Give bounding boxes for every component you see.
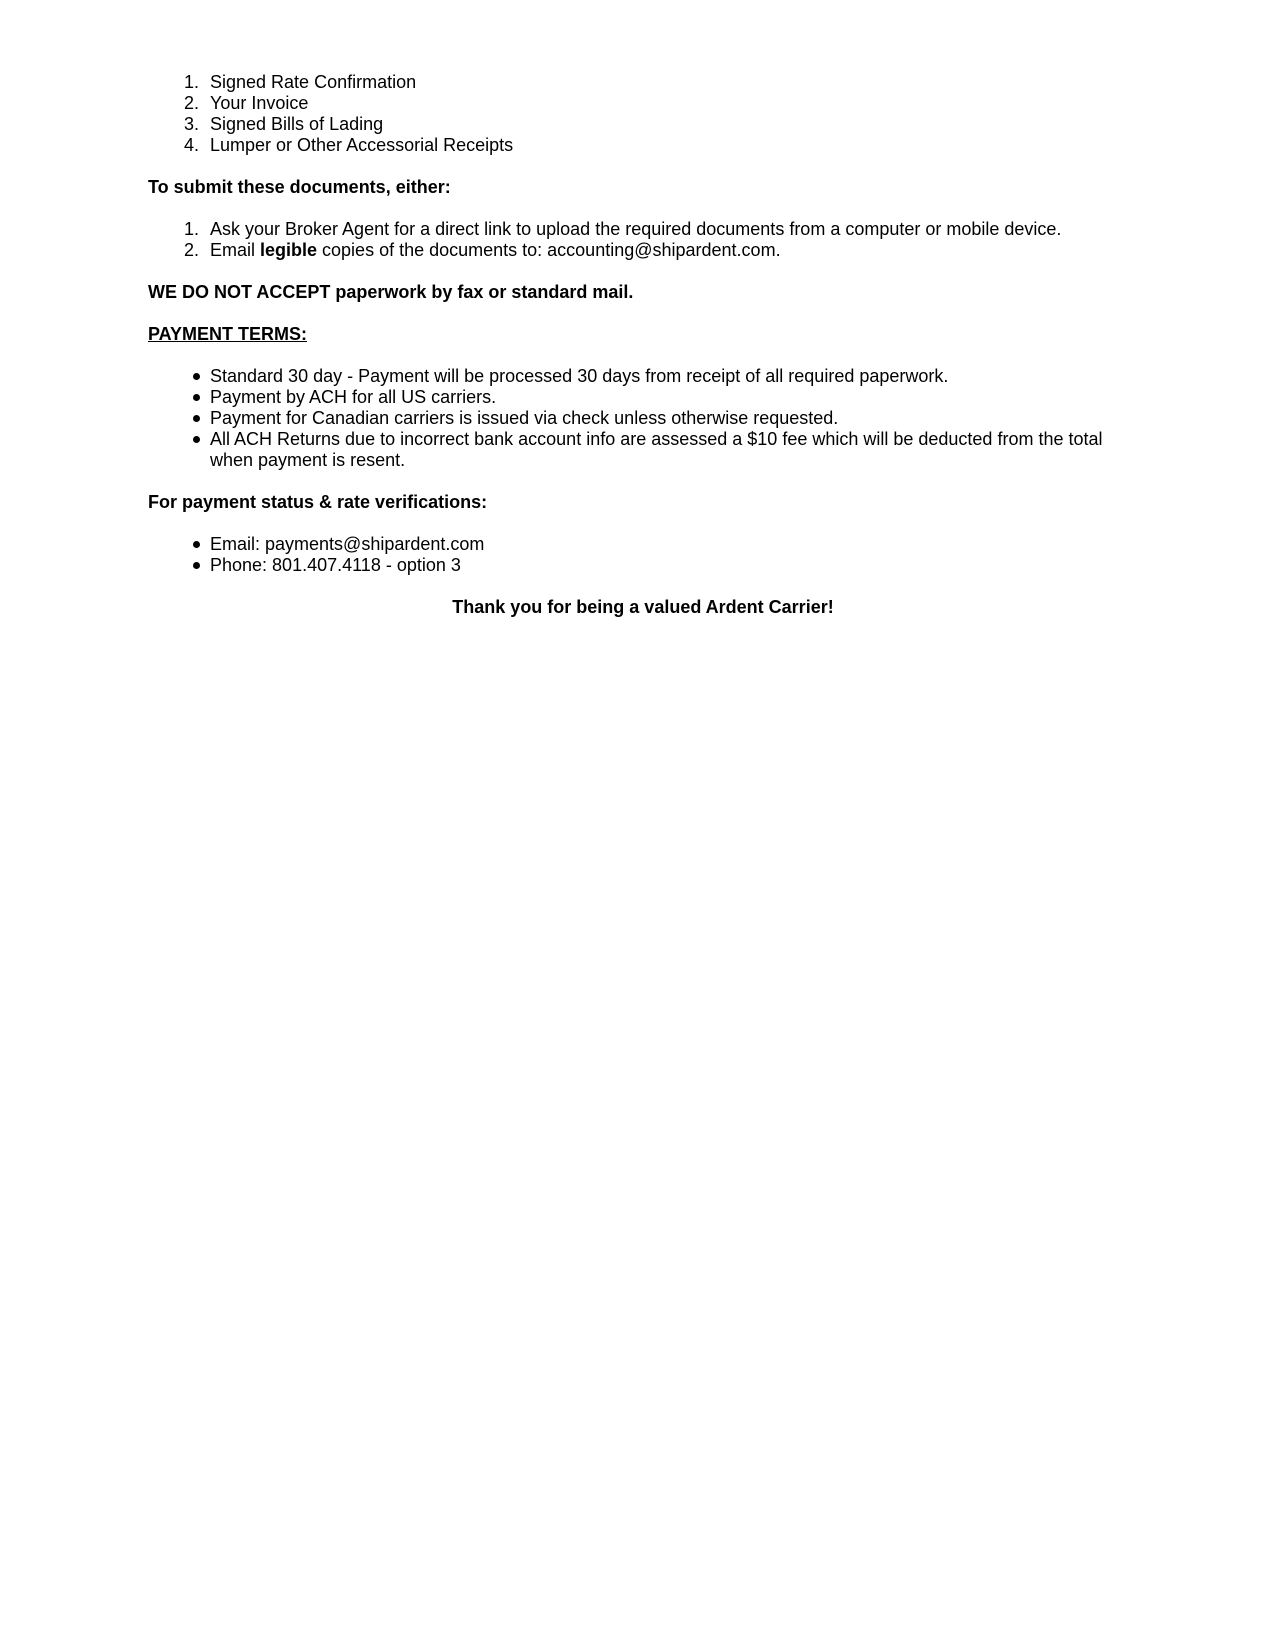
bullet-icon [193,541,200,548]
list-number: 3. [184,114,200,134]
list-item [148,135,1138,156]
list-item-text: All ACH Returns due to incorrect bank account info are assessed a $10 fee which will be deducted from the total when payment is resent. [210,429,1103,470]
list-item-text: Payment by ACH for all US carriers. [210,387,497,407]
list-number: 4. [184,135,200,155]
no-fax-notice: WE DO NOT ACCEPT paperwork by fax or standard mail. [148,282,634,302]
list-number: 2. [184,93,200,113]
list-item [148,114,1138,135]
contact-email: Email: payments@shipardent.com [210,534,485,554]
submit-heading: To submit these documents, either: [148,177,451,197]
list-item [148,93,1138,114]
list-item [148,408,1138,429]
emphasis-legible: legible [260,240,318,260]
list-item [148,366,1138,387]
list-item-text: Your Invoice [210,93,309,113]
list-item-text: Ask your Broker Agent for a direct link to upload the required documents from a computer or mobile device. [210,219,1062,239]
list-item [148,387,1138,408]
list-item [148,555,1138,576]
payment-terms-list [148,366,1138,471]
bullet-icon [193,373,200,380]
payment-status-heading: For payment status & rate verifications: [148,492,488,512]
bullet-icon [193,436,200,443]
required-documents-list [148,72,1138,156]
list-item [148,240,1138,261]
list-item-text: Standard 30 day - Payment will be processed 30 days from receipt of all required paperwork. [210,366,949,386]
submit-options-list [148,219,1138,261]
closing-message: Thank you for being a valued Ardent Carrier! [452,597,834,617]
contact-phone: Phone: 801.407.4118 - option 3 [210,555,461,575]
list-item-text-post: copies of the documents to: accounting@shipardent.com. [317,240,781,260]
bullet-icon [193,394,200,401]
bullet-icon [193,562,200,569]
list-number: 1. [184,219,200,239]
list-item-text: Signed Bills of Lading [210,114,384,134]
list-item [148,534,1138,555]
list-item [148,72,1138,93]
list-item [148,219,1138,240]
list-number: 2. [184,240,200,260]
list-item [148,429,1138,471]
list-item-text: Lumper or Other Accessorial Receipts [210,135,514,155]
bullet-icon [193,415,200,422]
contact-list [148,534,1138,576]
list-item-text: Signed Rate Confirmation [210,72,417,92]
document-page [148,72,1138,618]
payment-terms-heading: PAYMENT TERMS: [148,324,308,344]
list-item-text: Payment for Canadian carriers is issued via check unless otherwise requested. [210,408,839,428]
list-item-text-pre: Email [210,240,261,260]
list-number: 1. [184,72,200,92]
